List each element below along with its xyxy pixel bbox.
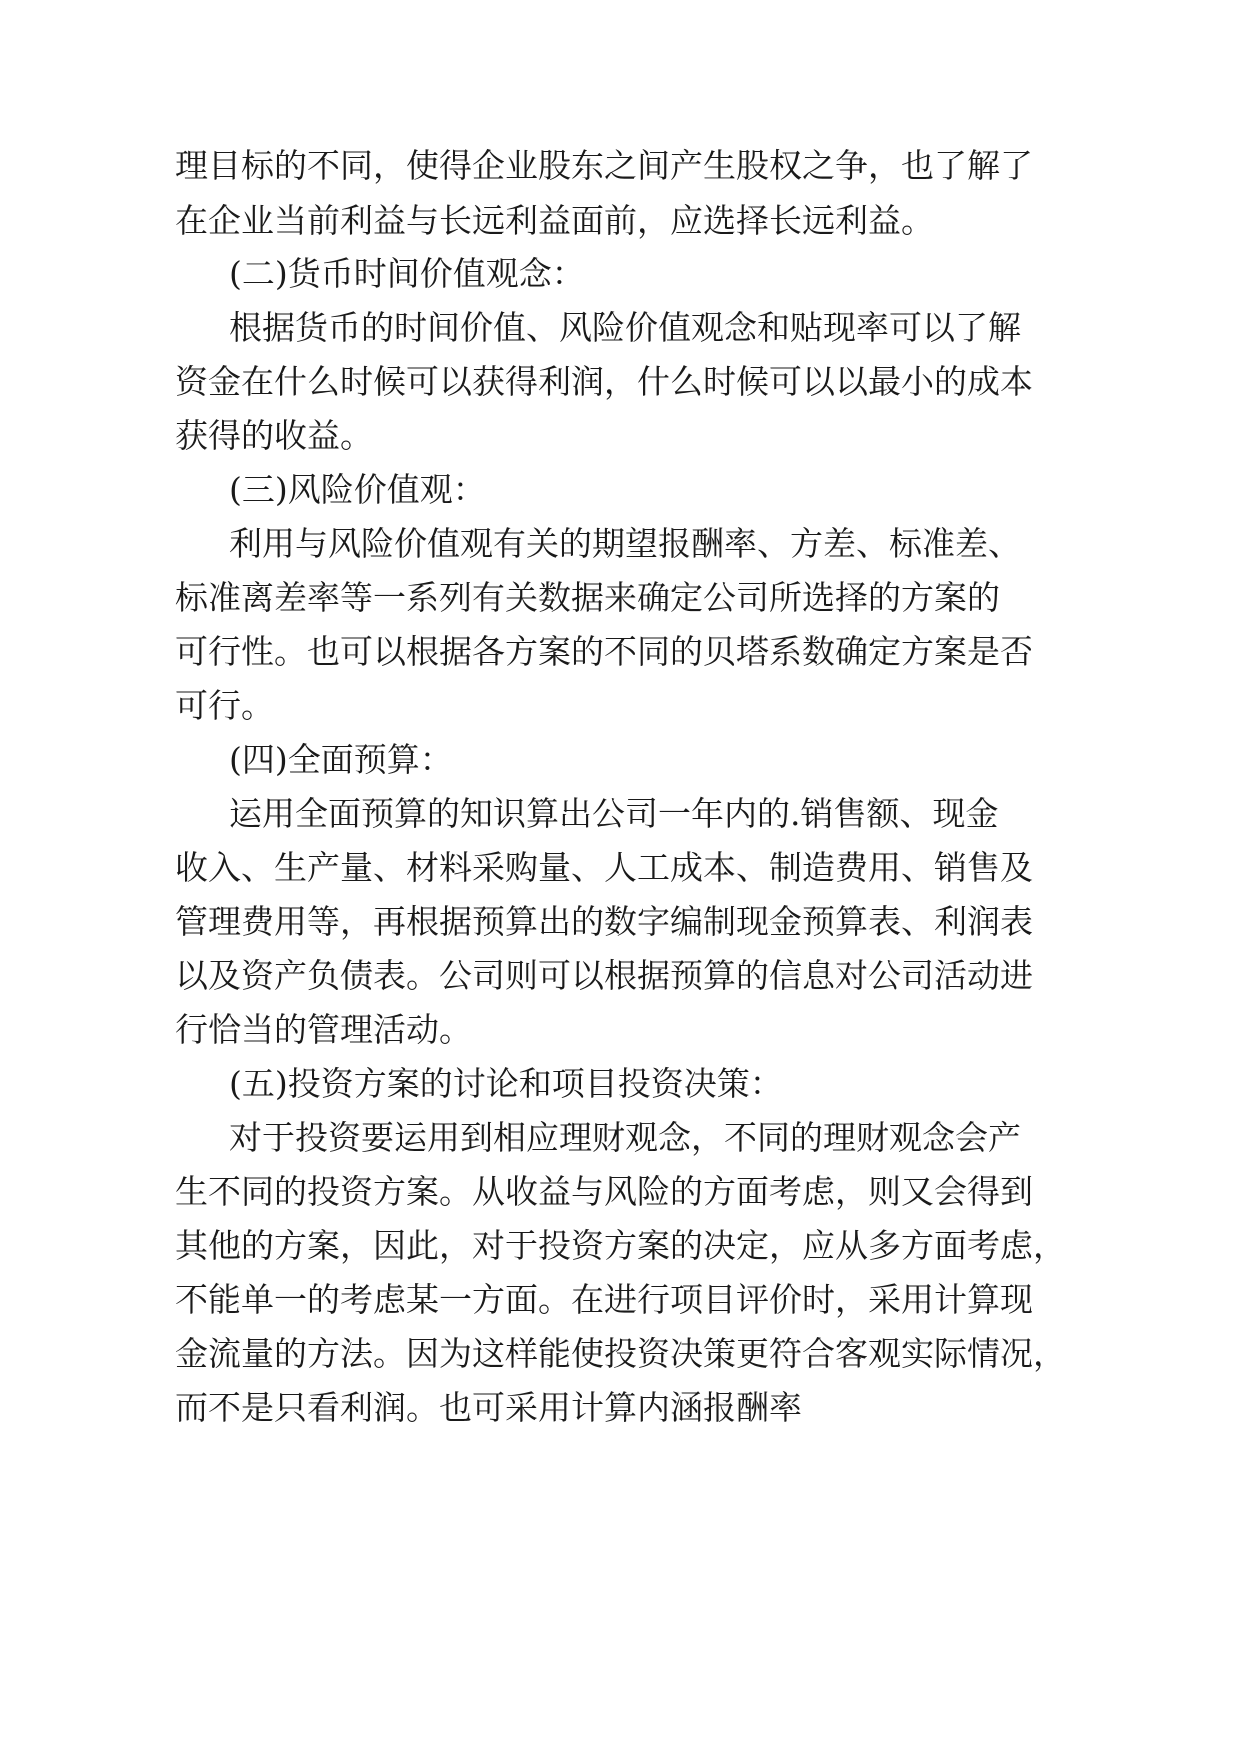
section-heading: (二)货币时间价值观念：: [229, 254, 585, 293]
text-line: 而不是只看利润。也可采用计算内涵报酬率: [175, 1388, 802, 1427]
text-line: 资金在什么时候可以获得利润，什么时候可以以最小的成本: [175, 362, 1033, 401]
text-line: 以及资产负债表。公司则可以根据预算的信息对公司活动进: [175, 956, 1033, 995]
text-line: 运用全面预算的知识算出公司一年内的.销售额、现金: [229, 794, 999, 833]
text-line: 其他的方案，因此，对于投资方案的决定，应从多方面考虑，: [175, 1226, 1066, 1265]
text-line: 管理费用等，再根据预算出的数字编制现金预算表、利润表: [175, 902, 1033, 941]
text-line: 行恰当的管理活动。: [175, 1010, 472, 1049]
text-line: 标准离差率等一系列有关数据来确定公司所选择的方案的: [175, 578, 1000, 617]
section-heading: (三)风险价值观：: [229, 470, 486, 509]
text-line: 不能单一的考虑某一方面。在进行项目评价时，采用计算现: [175, 1280, 1033, 1319]
text-line: 根据货币的时间价值、风险价值观念和贴现率可以了解: [229, 308, 1021, 347]
text-line: 在企业当前利益与长远利益面前，应选择长远利益。: [175, 201, 934, 240]
text-line: 理目标的不同，使得企业股东之间产生股权之争，也了解了: [175, 146, 1033, 185]
text-line: 利用与风险价值观有关的期望报酬率、方差、标准差、: [229, 524, 1021, 563]
text-line: 可行性。也可以根据各方案的不同的贝塔系数确定方案是否: [175, 632, 1033, 671]
text-line: 生不同的投资方案。从收益与风险的方面考虑，则又会得到: [175, 1172, 1033, 1211]
section-heading: (四)全面预算：: [229, 740, 453, 779]
text-line: 可行。: [175, 686, 274, 725]
section-heading: (五)投资方案的讨论和项目投资决策：: [229, 1064, 783, 1103]
text-line: 收入、生产量、材料采购量、人工成本、制造费用、销售及: [175, 848, 1033, 887]
text-line: 对于投资要运用到相应理财观念，不同的理财观念会产: [229, 1118, 1021, 1157]
text-line: 获得的收益。: [175, 416, 373, 455]
text-line: 金流量的方法。因为这样能使投资决策更符合客观实际情况，: [175, 1334, 1066, 1373]
